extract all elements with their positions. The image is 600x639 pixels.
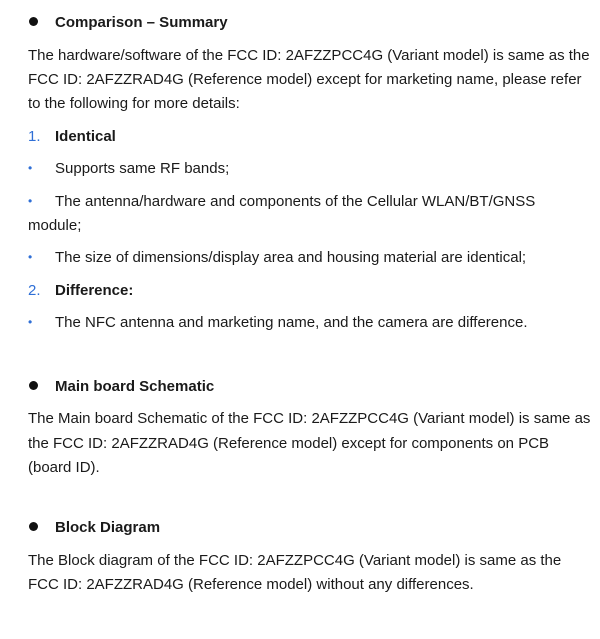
list-number: 1.: [28, 128, 41, 145]
paragraph-line: the FCC ID: 2AFZZRAD4G (Reference model) except for components on PCB: [28, 435, 550, 452]
section-heading-schematic: [28, 375, 214, 399]
list-label: Difference:: [55, 282, 134, 299]
list-item: [28, 246, 526, 270]
bullet-icon: •: [28, 250, 33, 264]
section-heading-block-diagram: [28, 516, 160, 540]
numbered-item-identical: [28, 125, 116, 149]
list-item-text: The antenna/hardware and components of the Cellular WLAN/BT/GNSS: [55, 193, 536, 210]
paragraph-line: The hardware/software of the FCC ID: 2AFZZPCC4G (Variant model) is same as the: [28, 47, 590, 64]
bullet-icon: •: [28, 315, 33, 329]
list-item-text: Supports same RF bands;: [55, 160, 230, 177]
bullet-dot-icon: [29, 381, 38, 390]
numbered-item-difference: [28, 279, 133, 303]
paragraph-line: to the following for more details:: [28, 95, 240, 112]
list-label: Identical: [55, 128, 116, 145]
list-item: [28, 311, 528, 335]
paragraph-line: (board ID).: [28, 459, 100, 476]
paragraph-line: The Block diagram of the FCC ID: 2AFZZPCC4G (Variant model) is same as the: [28, 552, 562, 569]
bullet-dot-icon: [29, 522, 38, 531]
heading-text: Main board Schematic: [55, 378, 215, 395]
heading-text: Block Diagram: [55, 519, 161, 536]
section-heading-comparison: [28, 11, 228, 35]
bullet-icon: •: [28, 161, 33, 175]
list-item-text: The size of dimensions/display area and housing material are identical;: [55, 249, 527, 266]
list-item-text: The NFC antenna and marketing name, and the camera are difference.: [55, 314, 528, 331]
list-item-continuation: module;: [28, 217, 82, 234]
heading-text: Comparison – Summary: [55, 14, 228, 31]
list-number: 2.: [28, 282, 41, 299]
list-item: [28, 190, 535, 214]
bullet-icon: •: [28, 194, 33, 208]
list-item: [28, 157, 229, 181]
paragraph-line: FCC ID: 2AFZZRAD4G (Reference model) except for marketing name, please refer: [28, 71, 582, 88]
paragraph-line: The Main board Schematic of the FCC ID: 2AFZZPCC4G (Variant model) is same as: [28, 410, 591, 427]
paragraph-line: FCC ID: 2AFZZRAD4G (Reference model) without any differences.: [28, 576, 474, 593]
bullet-dot-icon: [29, 17, 38, 26]
